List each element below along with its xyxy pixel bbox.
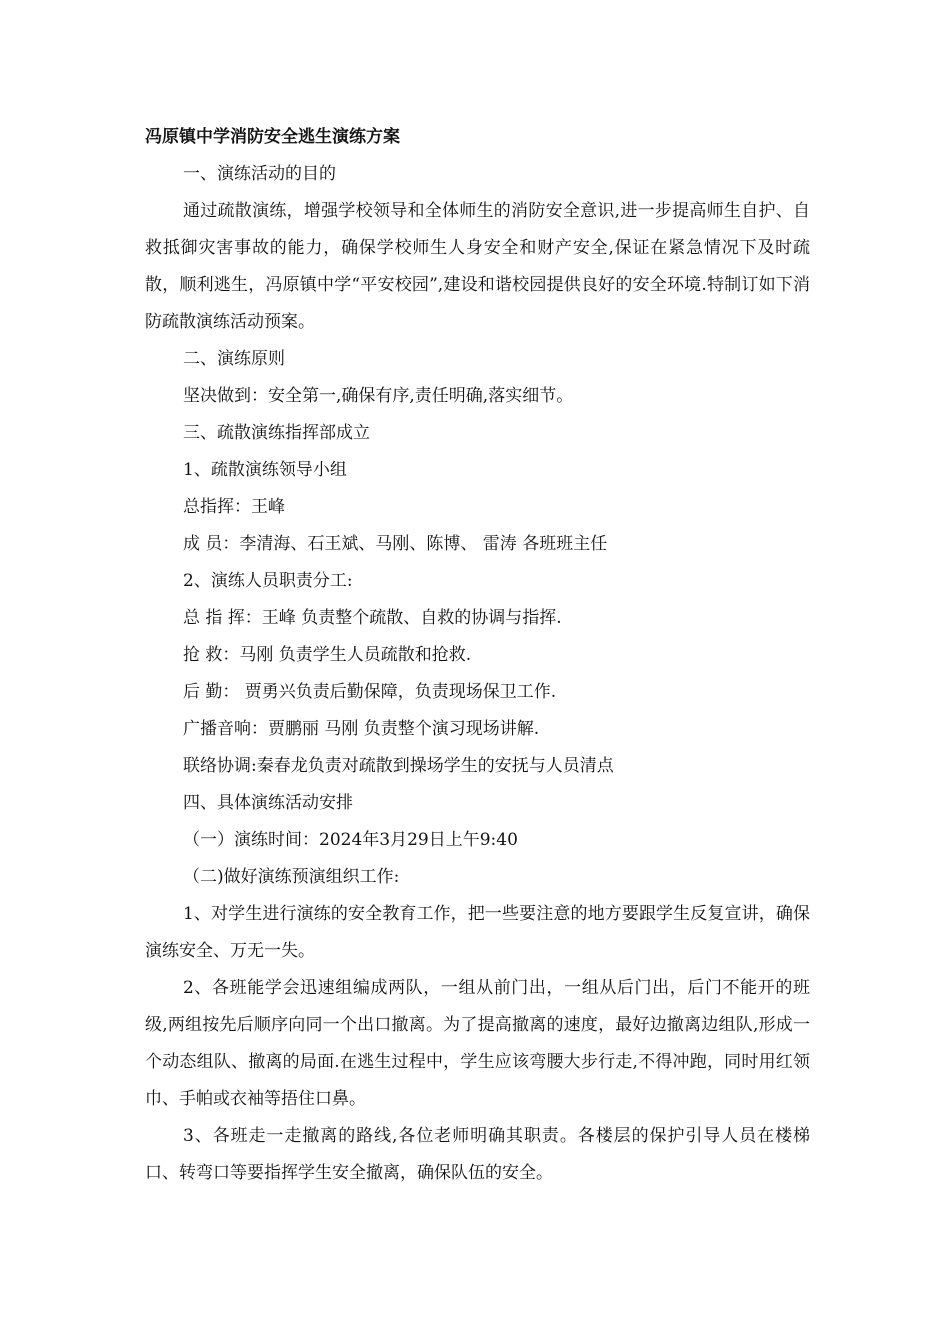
line-members: 成 员：李清海、石王斌、马刚、陈博、 雷涛 各班班主任 bbox=[183, 534, 608, 554]
line-duty-logistics: 后 勤： 贾勇兴负责后勤保障，负责现场保卫工作. bbox=[183, 682, 557, 702]
paragraph-item-2: 2、各班能学会迅速组编成两队，一组从前门出，一组从后门出，后门不能开的班级,两组按先后顺序向同一个出口撤离。为了提高撤离的速度，最好边撤离边组队,形成一个动态组队、撤离的局面.在逃生过程中，学生应该弯腰大步行走,不得冲跑，同时用红领巾、手帕或衣袖等捂住口鼻。 bbox=[145, 978, 810, 1109]
paragraph-item-1: 1、对学生进行演练的安全教育工作，把一些要注意的地方要跟学生反复宣讲，确保演练安全、万无一失。 bbox=[145, 904, 810, 961]
line-duty-commander: 总 指 挥：王峰 负责整个疏散、自救的协调与指挥. bbox=[183, 608, 562, 628]
document-body bbox=[145, 119, 810, 1192]
section-heading-purpose: 一、演练活动的目的 bbox=[183, 164, 336, 184]
line-duty-rescue: 抢 救：马刚 负责学生人员疏散和抢救. bbox=[183, 645, 472, 665]
line-commander: 总指挥：王峰 bbox=[183, 497, 285, 517]
line-preparation: （二)做好演练预演组织工作: bbox=[183, 867, 400, 887]
line-drill-time: （一）演练时间：2024年3月29日上午9:40 bbox=[183, 830, 518, 850]
line-duty-broadcast: 广播音响：贾鹏丽 马刚 负责整个演习现场讲解. bbox=[183, 719, 540, 739]
section-heading-command: 三、疏散演练指挥部成立 bbox=[183, 423, 370, 443]
paragraph-item-3: 3、各班走一走撤离的路线,各位老师明确其职责。各楼层的保护引导人员在楼梯口、转弯口等要指挥学生安全撤离，确保队伍的安全。 bbox=[145, 1126, 810, 1183]
paragraph-purpose: 通过疏散演练，增强学校领导和全体师生的消防安全意识,进一步提高师生自护、自救抵御灾害事故的能力，确保学校师生人身安全和财产安全,保证在紧急情况下及时疏散，顺利逃生，冯原镇中学“平安校园”,建设和谐校园提供良好的安全环境.特制订如下消防疏散演练活动预案。 bbox=[145, 201, 810, 332]
section-heading-principles: 二、演练原则 bbox=[183, 349, 285, 369]
paragraph-principles: 坚决做到：安全第一,确保有序,责任明确,落实细节。 bbox=[183, 386, 574, 406]
subheading-duties: 2、演练人员职责分工: bbox=[183, 571, 353, 591]
subheading-leadership-group: 1、疏散演练领导小组 bbox=[183, 460, 347, 480]
line-duty-liaison: 联络协调:秦春龙负责对疏散到操场学生的安抚与人员清点 bbox=[183, 756, 614, 776]
document-title: 冯原镇中学消防安全逃生演练方案 bbox=[145, 127, 400, 147]
section-heading-arrangement: 四、具体演练活动安排 bbox=[183, 793, 353, 813]
